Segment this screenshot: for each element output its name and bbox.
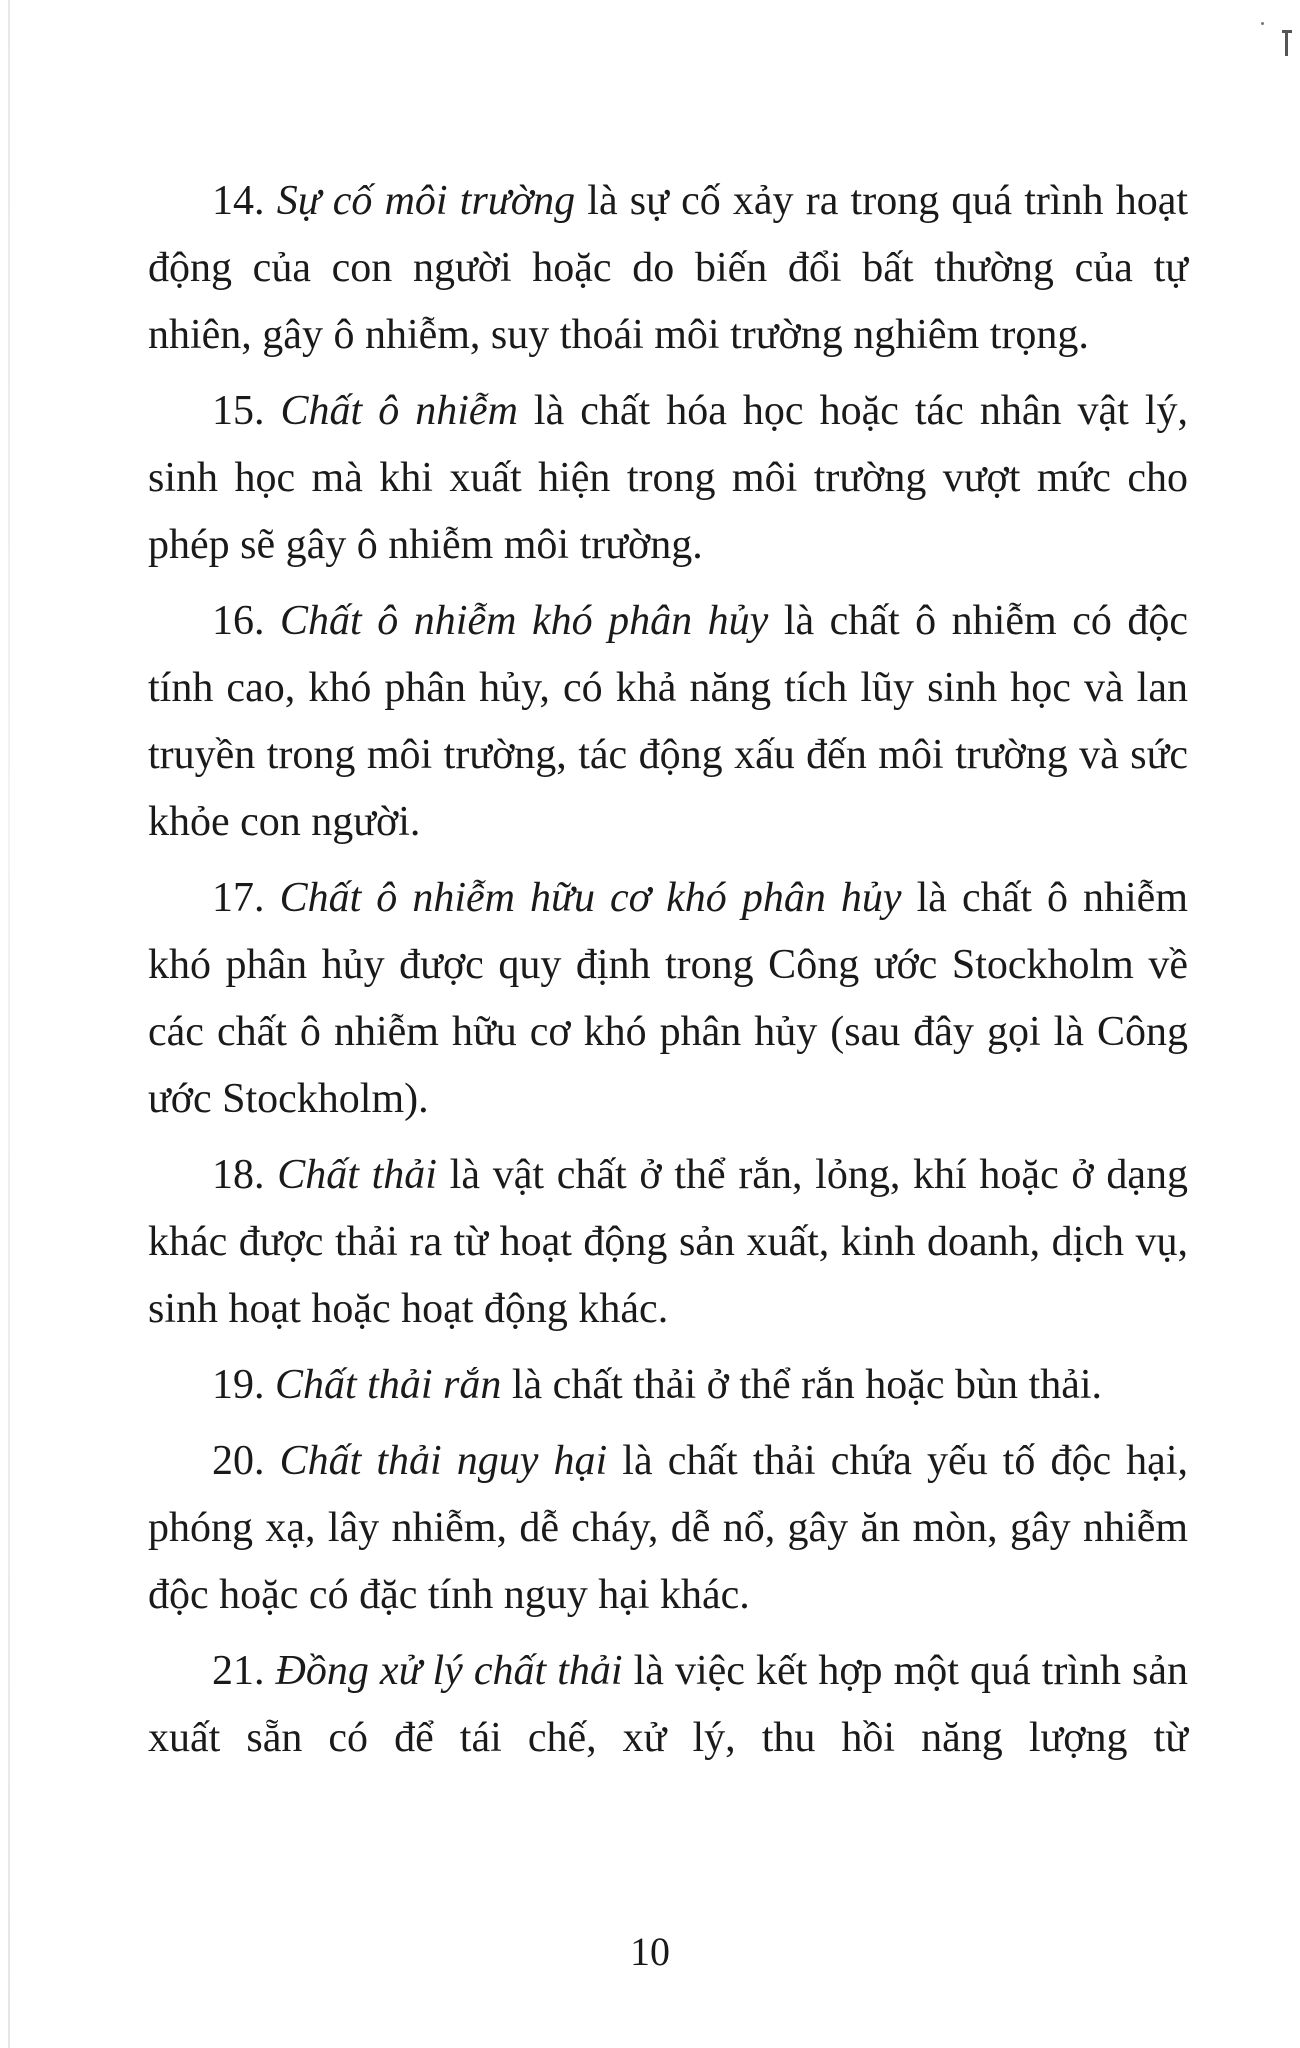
- definition-paragraph-14: [148, 168, 1188, 369]
- defined-term: Đồng xử lý chất thải: [275, 1648, 623, 1694]
- defined-term: Sự cố môi trường: [276, 178, 576, 224]
- defined-term: Chất thải: [277, 1152, 437, 1198]
- definition-text: là chất ô nhiễm khó phân hủy được quy định trong Công ước Stockholm về các chất ô nhiễm hữu cơ khó phân hủy (sau đây gọi là Công ước Stockholm).: [148, 875, 1188, 1122]
- definition-paragraph-21: [148, 1638, 1188, 1772]
- item-number: 18.: [212, 1152, 265, 1198]
- item-number: 15.: [212, 388, 265, 434]
- definition-text: là chất thải chứa yếu tố độc hại, phóng xạ, lây nhiễm, dễ cháy, dễ nổ, gây ăn mòn, gây nhiễm độc hoặc có đặc tính nguy hại khác.: [148, 1438, 1188, 1618]
- definition-text: là việc kết hợp một quá trình sản xuất sẵn có để tái chế, xử lý, thu hồi năng lượng từ: [148, 1648, 1189, 1761]
- definition-paragraph-20: [148, 1428, 1188, 1629]
- scan-speck: [1261, 22, 1264, 25]
- page-edge-shadow: [8, 0, 10, 2048]
- scan-corner-mark: [1285, 30, 1294, 56]
- definition-text: là chất hóa học hoặc tác nhân vật lý, sinh học mà khi xuất hiện trong môi trường vượt mức cho phép sẽ gây ô nhiễm môi trường.: [148, 388, 1189, 568]
- definition-paragraph-19: [148, 1352, 1188, 1419]
- definition-paragraph-18: [148, 1142, 1188, 1343]
- definition-text: là chất ô nhiễm có độc tính cao, khó phân hủy, có khả năng tích lũy sinh học và lan truyền trong môi trường, tác động xấu đến môi trường và sức khỏe con người.: [148, 598, 1189, 845]
- defined-term: Chất ô nhiễm khó phân hủy: [280, 598, 769, 644]
- item-number: 14.: [212, 178, 265, 224]
- item-number: 21.: [212, 1648, 265, 1694]
- definition-paragraph-17: [148, 865, 1188, 1133]
- defined-term: Chất ô nhiễm hữu cơ khó phân hủy: [279, 875, 902, 921]
- body-text: [148, 168, 1188, 1781]
- definition-text: là sự cố xảy ra trong quá trình hoạt động của con người hoặc do biến đổi bất thường của tự nhiên, gây ô nhiễm, suy thoái môi trường nghiêm trọng.: [148, 178, 1189, 358]
- definition-text: là chất thải ở thể rắn hoặc bùn thải.: [501, 1362, 1103, 1408]
- defined-term: Chất ô nhiễm: [280, 388, 518, 434]
- item-number: 19.: [212, 1362, 265, 1408]
- item-number: 20.: [212, 1438, 265, 1484]
- page-number: 10: [630, 1929, 670, 1974]
- definition-text: là vật chất ở thể rắn, lỏng, khí hoặc ở dạng khác được thải ra từ hoạt động sản xuất, kinh doanh, dịch vụ, sinh hoạt hoặc hoạt động khác.: [148, 1152, 1188, 1332]
- definition-paragraph-15: [148, 378, 1188, 579]
- item-number: 16.: [212, 598, 265, 644]
- item-number: 17.: [212, 875, 265, 921]
- defined-term: Chất thải rắn: [275, 1362, 502, 1408]
- definition-paragraph-16: [148, 588, 1188, 856]
- defined-term: Chất thải nguy hại: [279, 1438, 608, 1484]
